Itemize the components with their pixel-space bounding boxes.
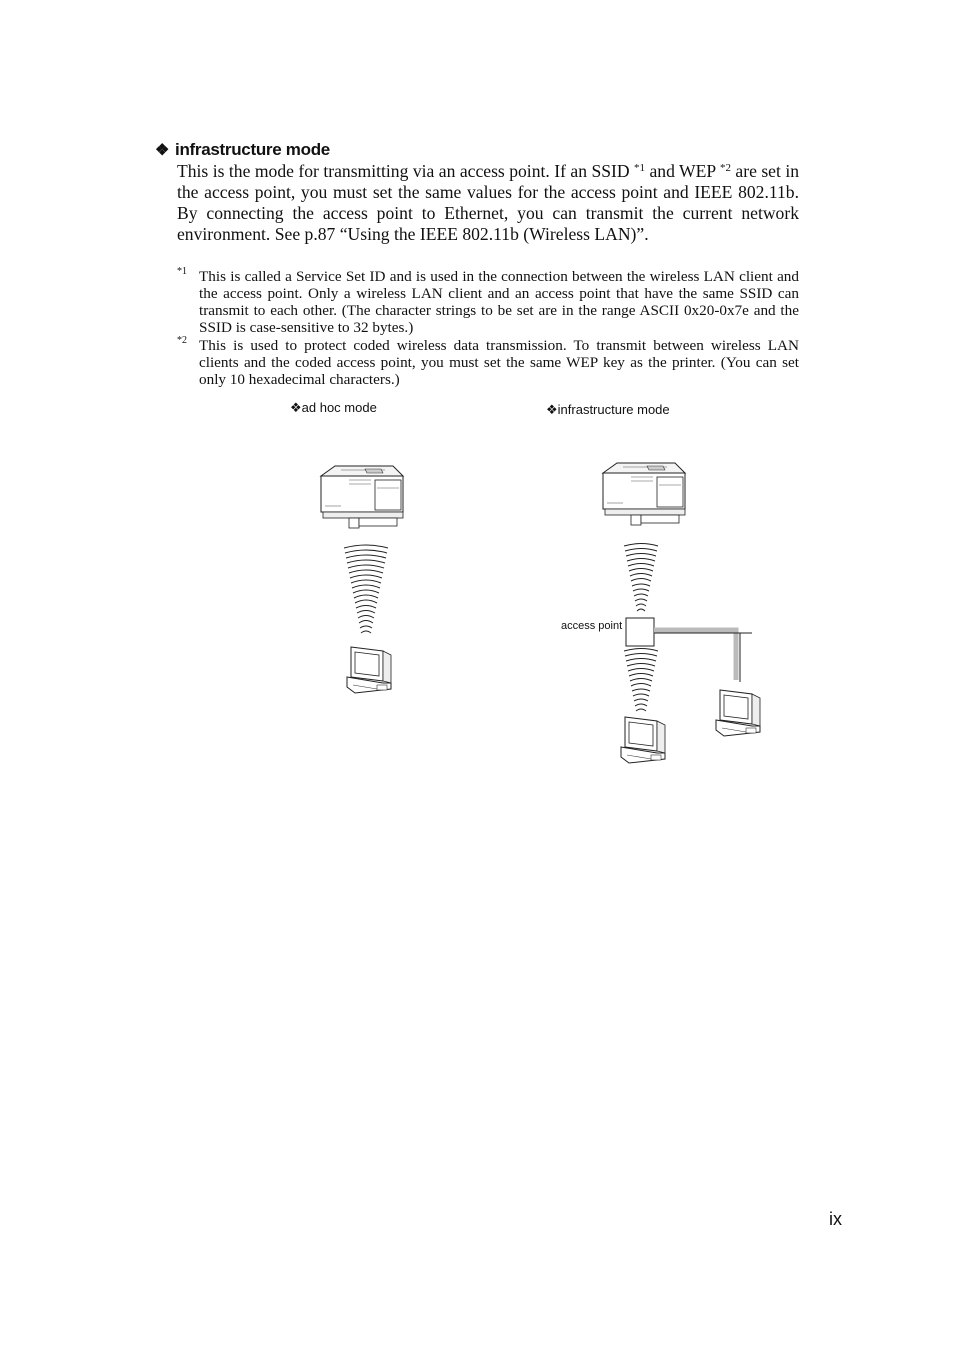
footnote-2: This is used to protect coded wireless data transmission. To transmit between wireless LAN clients and the coded access point, you must set the same WEP key as the printer. (You can set only 10 hexadecimal characters.) bbox=[199, 337, 799, 388]
footnote-mark-2: *2 bbox=[177, 335, 187, 346]
wireless-waves-icon bbox=[624, 544, 658, 612]
section-title: infrastructure mode bbox=[175, 140, 330, 159]
body-paragraph: This is the mode for transmitting via an access point. If an SSID $^{*1}$ and WEP $^{*2}$ are set in the access point, you must set the same values for the access point and IEEE 802.11b. By connecting the access point to Ethernet, you can transmit the current network environment. See p.87 “Using the IEEE 802.11b (Wireless LAN)”. bbox=[177, 161, 800, 244]
printer-icon bbox=[321, 466, 403, 528]
footnote-mark-1: *1 bbox=[177, 266, 187, 277]
footnote-ref-1: *1 bbox=[634, 162, 646, 174]
computer-icon bbox=[347, 647, 391, 693]
wireless-waves-icon bbox=[344, 545, 388, 633]
adhoc-mode-label: ❖ad hoc mode bbox=[290, 400, 377, 415]
page-number: ix bbox=[829, 1209, 842, 1229]
access-point-icon bbox=[626, 618, 654, 646]
computer-icon bbox=[621, 717, 665, 763]
footnote-ref-2: *2 bbox=[719, 162, 731, 174]
wireless-waves-icon bbox=[624, 649, 658, 712]
infrastructure-mode-label: ❖infrastructure mode bbox=[546, 402, 670, 417]
footnote-1: This is called a Service Set ID and is used in the connection between the wireless LAN client and the access point. Only a wireless LAN client and an access point that have the same SSID can transmit to each other. (The character strings to be set are in the range ASCII 0x20-0x7e and the SSID is case-sensitive to 32 bytes.) bbox=[199, 268, 799, 336]
access-point-label: access point bbox=[561, 620, 623, 632]
ethernet-cable bbox=[654, 630, 752, 682]
computer-icon bbox=[716, 690, 760, 736]
printer-icon bbox=[603, 463, 685, 525]
diamond-bullet-icon: ❖ bbox=[155, 142, 170, 159]
